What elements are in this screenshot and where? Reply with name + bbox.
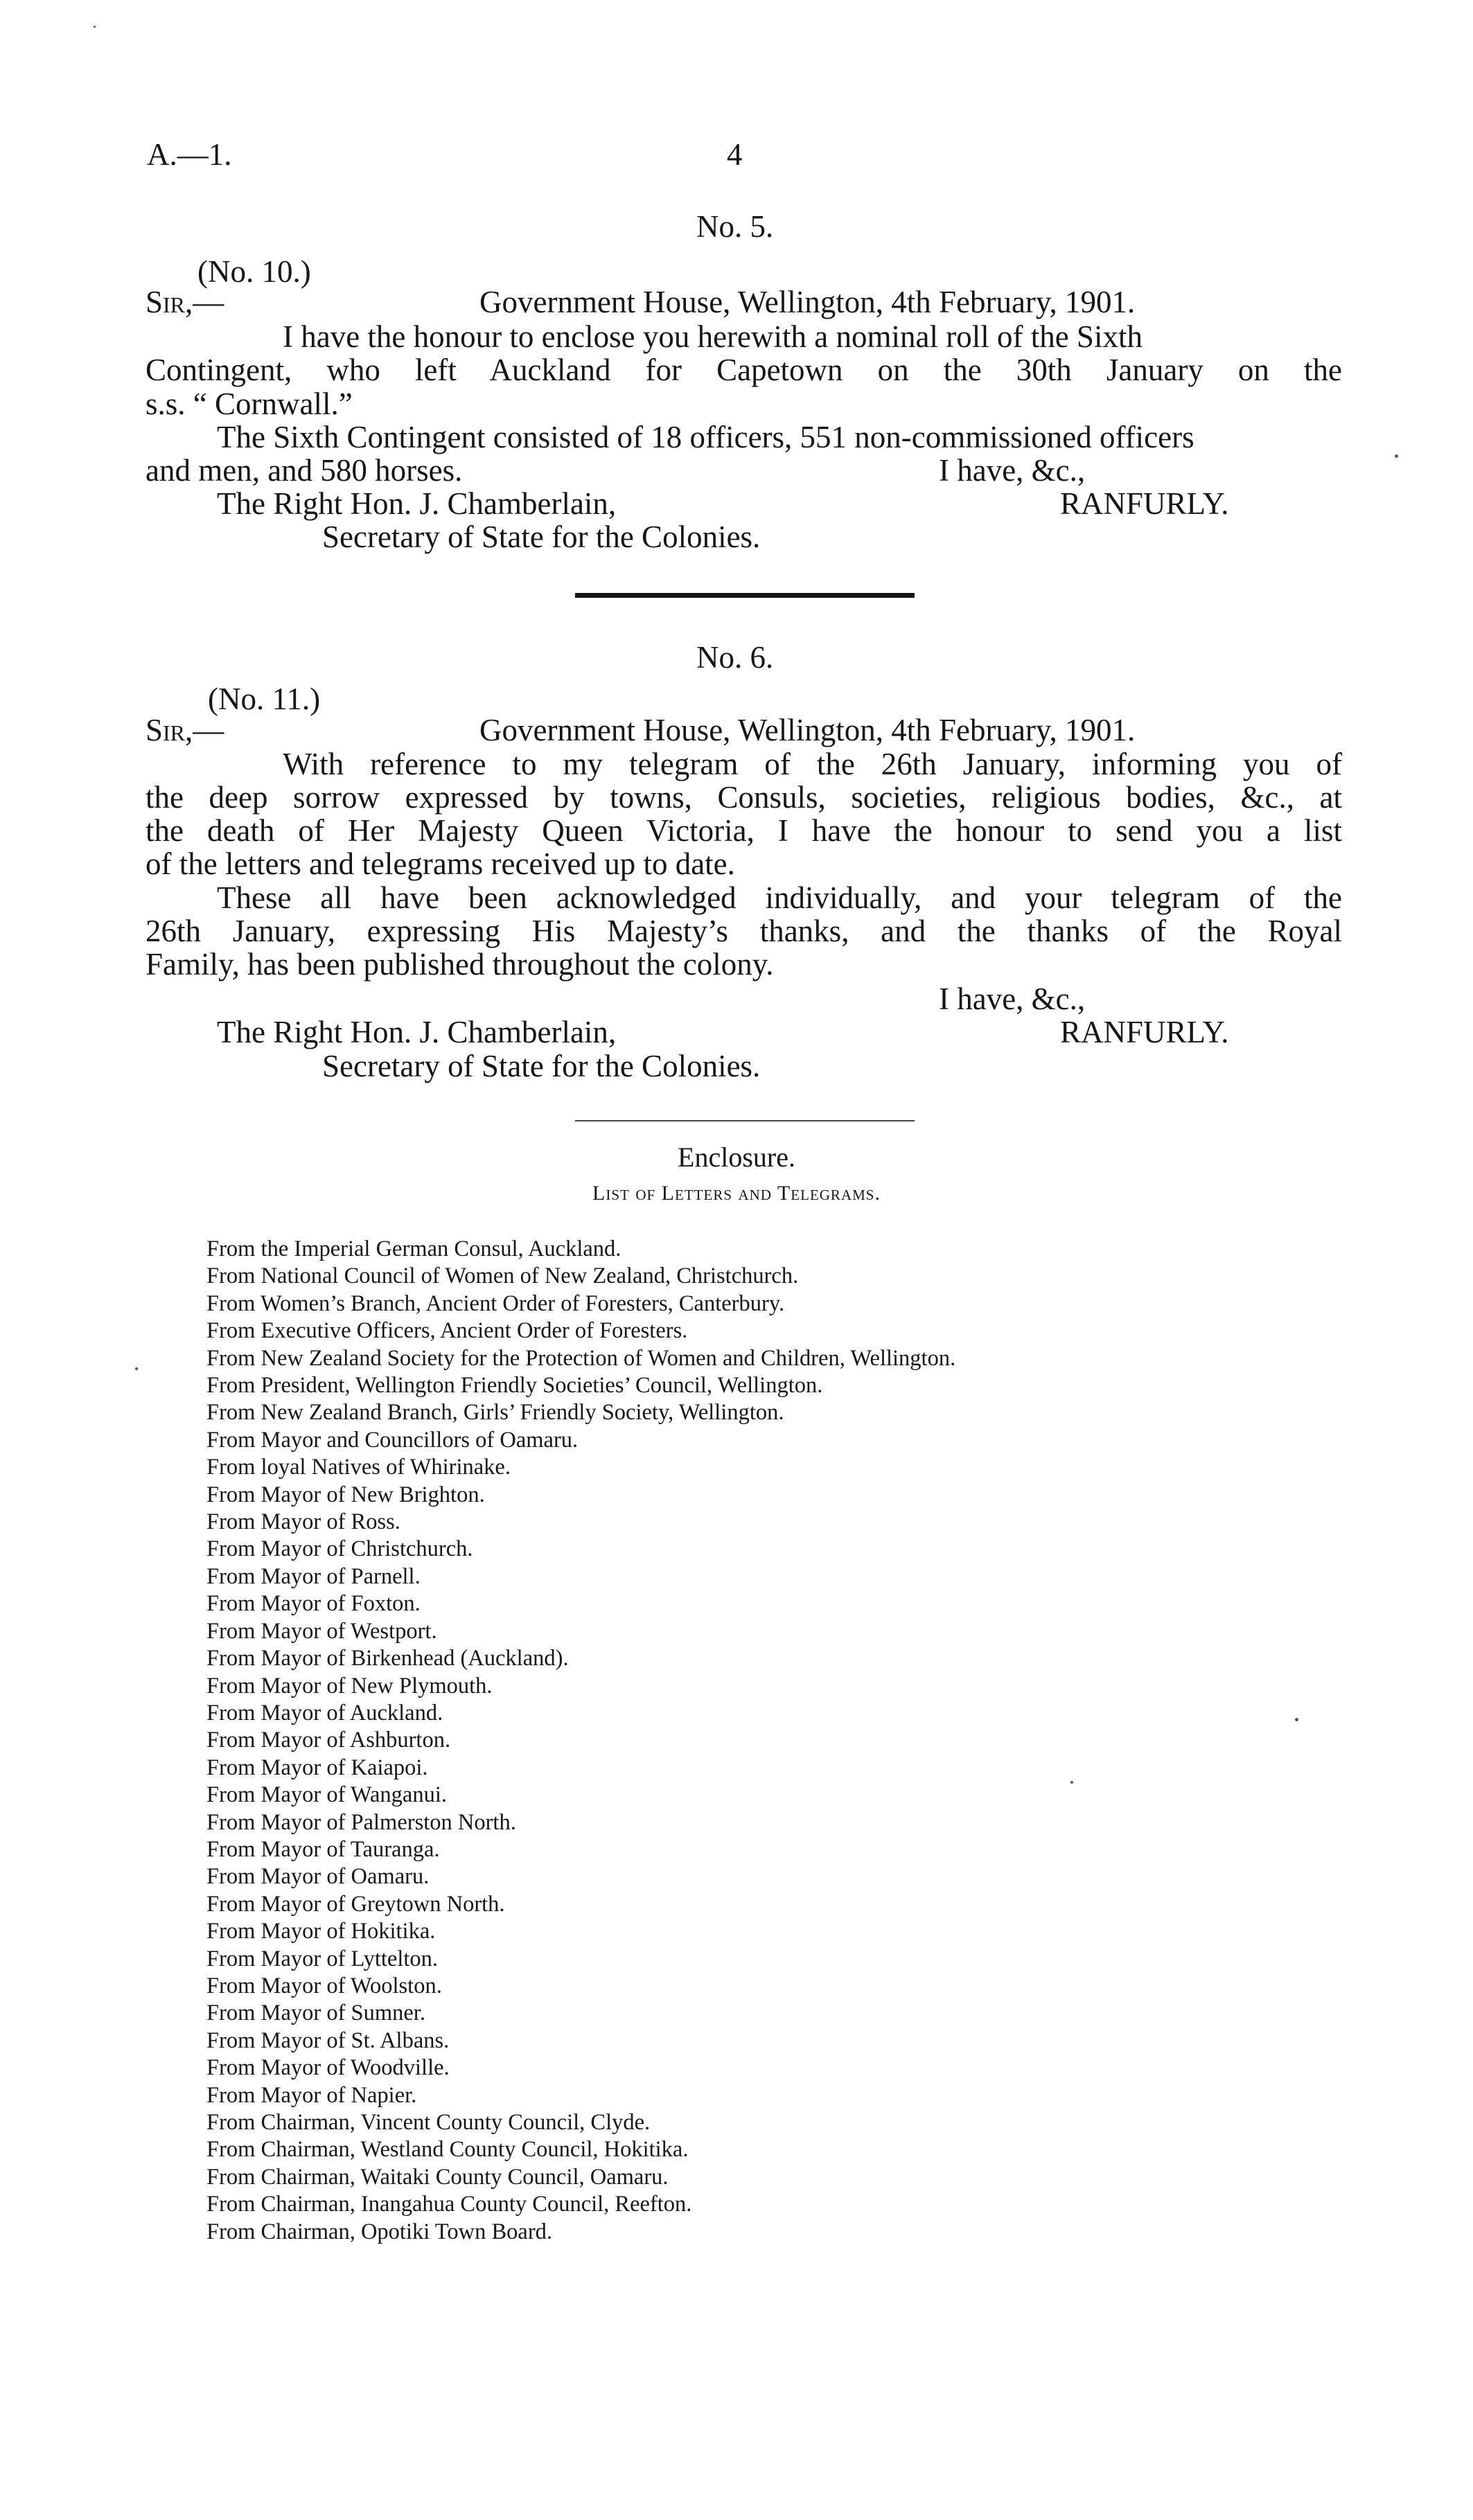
list-item: From Mayor of Oamaru.	[206, 1864, 430, 1890]
letter-ref: (No. 10.)	[197, 254, 311, 289]
list-item: From the Imperial German Consul, Auckland.	[206, 1236, 621, 1261]
list-item: From loyal Natives of Whirinake.	[206, 1455, 511, 1480]
list-item: From New Zealand Branch, Girls’ Friendly Society, Wellington.	[206, 1400, 784, 1426]
list-item: From New Zealand Society for the Protection of Women and Children, Wellington.	[206, 1345, 956, 1371]
list-item: From Mayor of Parnell.	[206, 1563, 421, 1589]
list-item: From Mayor of Ross.	[206, 1509, 400, 1535]
list-item: From Mayor of Kaiapoi.	[206, 1755, 428, 1780]
list-item: From Mayor of Woodville.	[206, 2055, 450, 2081]
letter-ref: (No. 11.)	[208, 682, 321, 716]
list-item: From Mayor of Christchurch.	[206, 1536, 473, 1562]
list-item: From Mayor of Tauranga.	[206, 1836, 440, 1862]
list-item: From Mayor of Foxton.	[206, 1591, 421, 1617]
enclosure-heading: Enclosure.	[678, 1142, 795, 1173]
scan-speck	[135, 1367, 138, 1370]
list-item: From Executive Officers, Ancient Order of Foresters.	[206, 1318, 688, 1344]
letter-heading: No. 6.	[696, 640, 774, 675]
list-item: From President, Wellington Friendly Societies’ Council, Wellington.	[206, 1373, 823, 1399]
list-item: From Mayor of Wanganui.	[206, 1782, 448, 1808]
salutation: Sir,—	[145, 285, 224, 319]
list-item: From Mayor of Birkenhead (Auckland).	[206, 1646, 569, 1671]
list-item: From Chairman, Westland County Council, Hokitika.	[206, 2137, 689, 2163]
list-item: From Mayor and Councillors of Oamaru.	[206, 1427, 579, 1453]
list-item: From Chairman, Waitaki County Council, Oamaru.	[206, 2164, 669, 2190]
list-item: From Mayor of Westport.	[206, 1618, 437, 1644]
list-item: From Mayor of New Brighton.	[206, 1482, 485, 1507]
letters-list	[206, 1236, 955, 2246]
addressee-title: Secretary of State for the Colonies.	[322, 520, 761, 554]
list-item: From Mayor of Greytown North.	[206, 1891, 505, 1917]
salutation: Sir,—	[145, 713, 224, 747]
list-item: From Mayor of Ashburton.	[206, 1728, 451, 1753]
section-divider	[575, 593, 915, 598]
list-item: From Mayor of Lyttelton.	[206, 1946, 438, 1971]
body-line: the death of Her Majesty Queen Victoria, I have the honour to send you a list	[145, 813, 1342, 848]
addressee-title: Secretary of State for the Colonies.	[322, 1049, 761, 1083]
list-item: From National Council of Women of New Zealand, Christchurch.	[206, 1263, 799, 1289]
enclosure-subheading: List of Letters and Telegrams.	[592, 1182, 881, 1205]
body-line: These all have been acknowledged individually, and your telegram of the	[217, 880, 1342, 915]
body-line: the deep sorrow expressed by towns, Consuls, societies, religious bodies, &c., at	[145, 780, 1342, 815]
body-line: Contingent, who left Auckland for Capetown on the 30th January on the	[145, 353, 1342, 387]
addressee: The Right Hon. J. Chamberlain,	[217, 1015, 617, 1049]
scan-speck	[1395, 454, 1398, 458]
dateline: Government House, Wellington, 4th February, 1901.	[479, 713, 1136, 747]
list-item: From Mayor of St. Albans.	[206, 2027, 450, 2053]
scan-speck	[1295, 1718, 1298, 1721]
closing: I have, &c.,	[939, 453, 1086, 488]
body-line: 26th January, expressing His Majesty’s thanks, and the thanks of the Royal	[145, 914, 1342, 948]
body-line: of the letters and telegrams received up to date.	[145, 846, 735, 881]
list-item: From Mayor of Palmerston North.	[206, 1809, 516, 1835]
list-item: From Chairman, Inangahua County Council, Reefton.	[206, 2192, 692, 2217]
list-item: From Mayor of Woolston.	[206, 1973, 442, 1998]
list-item: From Mayor of Sumner.	[206, 2000, 425, 2026]
body-line: With reference to my telegram of the 26th January, informing you of	[283, 747, 1342, 781]
signature: RANFURLY.	[1060, 486, 1229, 521]
list-item: From Chairman, Vincent County Council, Clyde.	[206, 2110, 651, 2135]
list-item: From Mayor of Auckland.	[206, 1700, 443, 1725]
addressee: The Right Hon. J. Chamberlain,	[217, 486, 617, 521]
signature: RANFURLY.	[1060, 1015, 1229, 1049]
closing: I have, &c.,	[939, 982, 1086, 1016]
dateline: Government House, Wellington, 4th February, 1901.	[479, 285, 1136, 319]
body-line: s.s. “ Cornwall.”	[145, 387, 353, 421]
letter-heading: No. 5.	[696, 209, 774, 244]
list-item: From Chairman, Opotiki Town Board.	[206, 2219, 553, 2244]
body-line: The Sixth Contingent consisted of 18 officers, 551 non-commissioned officers	[217, 420, 1194, 454]
list-item: From Mayor of Hokitika.	[206, 1919, 436, 1944]
scan-speck	[94, 26, 96, 28]
list-item: From Women’s Branch, Ancient Order of Foresters, Canterbury.	[206, 1290, 785, 1316]
list-item: From Mayor of Napier.	[206, 2082, 417, 2108]
enclosure-divider	[575, 1120, 915, 1121]
page-number: 4	[727, 137, 743, 172]
body-line: and men, and 580 horses.	[145, 453, 463, 488]
body-line: Family, has been published throughout the colony.	[145, 947, 774, 982]
body-line: I have the honour to enclose you herewith a nominal roll of the Sixth	[283, 319, 1143, 354]
list-item: From Mayor of New Plymouth.	[206, 1673, 493, 1698]
series-label: A.—1.	[147, 137, 232, 172]
scan-speck	[1070, 1781, 1073, 1784]
